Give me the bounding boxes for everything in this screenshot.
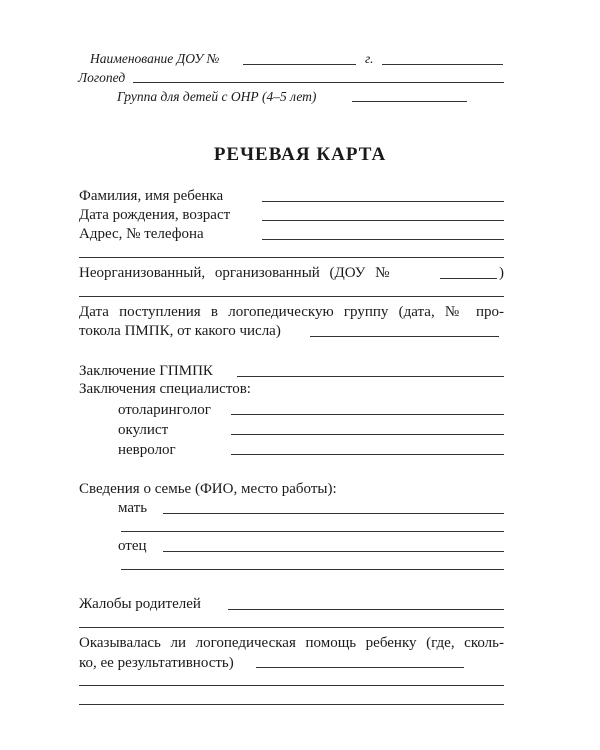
father-line-extra[interactable] xyxy=(121,569,504,570)
mother-label: мать xyxy=(118,500,148,516)
help-line-extra-2[interactable] xyxy=(79,704,504,705)
help-label-line1: Оказывалась ли логопедическая помощь ребенку (где, сколь- xyxy=(79,635,504,651)
page-title: РЕЧЕВАЯ КАРТА xyxy=(213,144,387,165)
child-name-label: Фамилия, имя ребенка xyxy=(79,188,224,204)
father-label: отец xyxy=(118,538,147,554)
mother-line-extra[interactable] xyxy=(121,531,504,532)
dou-number-line[interactable] xyxy=(243,64,356,65)
birth-date-label: Дата рождения, возраст xyxy=(79,207,231,223)
child-name-line[interactable] xyxy=(262,201,504,202)
help-line-extra-1[interactable] xyxy=(79,685,504,686)
specialists-label: Заключения специалистов: xyxy=(79,381,251,397)
admission-line[interactable] xyxy=(310,336,499,337)
organized-dou-line[interactable] xyxy=(440,278,497,279)
oculist-line[interactable] xyxy=(231,434,504,435)
address-line-extra[interactable] xyxy=(79,257,504,258)
complaints-line-extra[interactable] xyxy=(79,627,504,628)
admission-label-line2: токола ПМПК, от какого числа) xyxy=(79,323,281,339)
admission-label-line1: Дата поступления в логопедическую группу (дата, № про- xyxy=(79,304,504,320)
gpmpk-label: Заключение ГПМПК xyxy=(79,363,213,379)
dou-label: Наименование ДОУ № xyxy=(90,51,220,66)
complaints-label: Жалобы родителей xyxy=(79,596,201,612)
city-line[interactable] xyxy=(382,64,503,65)
complaints-line[interactable] xyxy=(228,609,504,610)
birth-date-line[interactable] xyxy=(262,220,504,221)
group-line[interactable] xyxy=(352,101,467,102)
gpmpk-line[interactable] xyxy=(237,376,504,377)
neurologist-line[interactable] xyxy=(231,454,504,455)
address-line[interactable] xyxy=(262,239,504,240)
neurologist-label: невролог xyxy=(118,442,176,458)
otolaryngologist-label: отоларинголог xyxy=(118,402,211,418)
father-line[interactable] xyxy=(163,551,504,552)
group-label: Группа для детей с ОНР (4–5 лет) xyxy=(117,89,317,104)
help-label-line2: ко, ее результативность) xyxy=(79,655,234,671)
address-label: Адрес, № телефона xyxy=(79,226,204,242)
organized-line-extra[interactable] xyxy=(79,296,504,297)
mother-line[interactable] xyxy=(163,513,504,514)
city-label: г. xyxy=(365,51,374,66)
logoped-label: Логопед xyxy=(78,70,126,85)
otolaryngologist-line[interactable] xyxy=(231,414,504,415)
organized-label: Неорганизованный, организованный (ДОУ № xyxy=(79,265,390,281)
oculist-label: окулист xyxy=(118,422,169,438)
organized-close-paren: ) xyxy=(499,265,504,281)
logoped-line[interactable] xyxy=(133,82,504,83)
family-label: Сведения о семье (ФИО, место работы): xyxy=(79,481,337,497)
help-line[interactable] xyxy=(256,667,464,668)
